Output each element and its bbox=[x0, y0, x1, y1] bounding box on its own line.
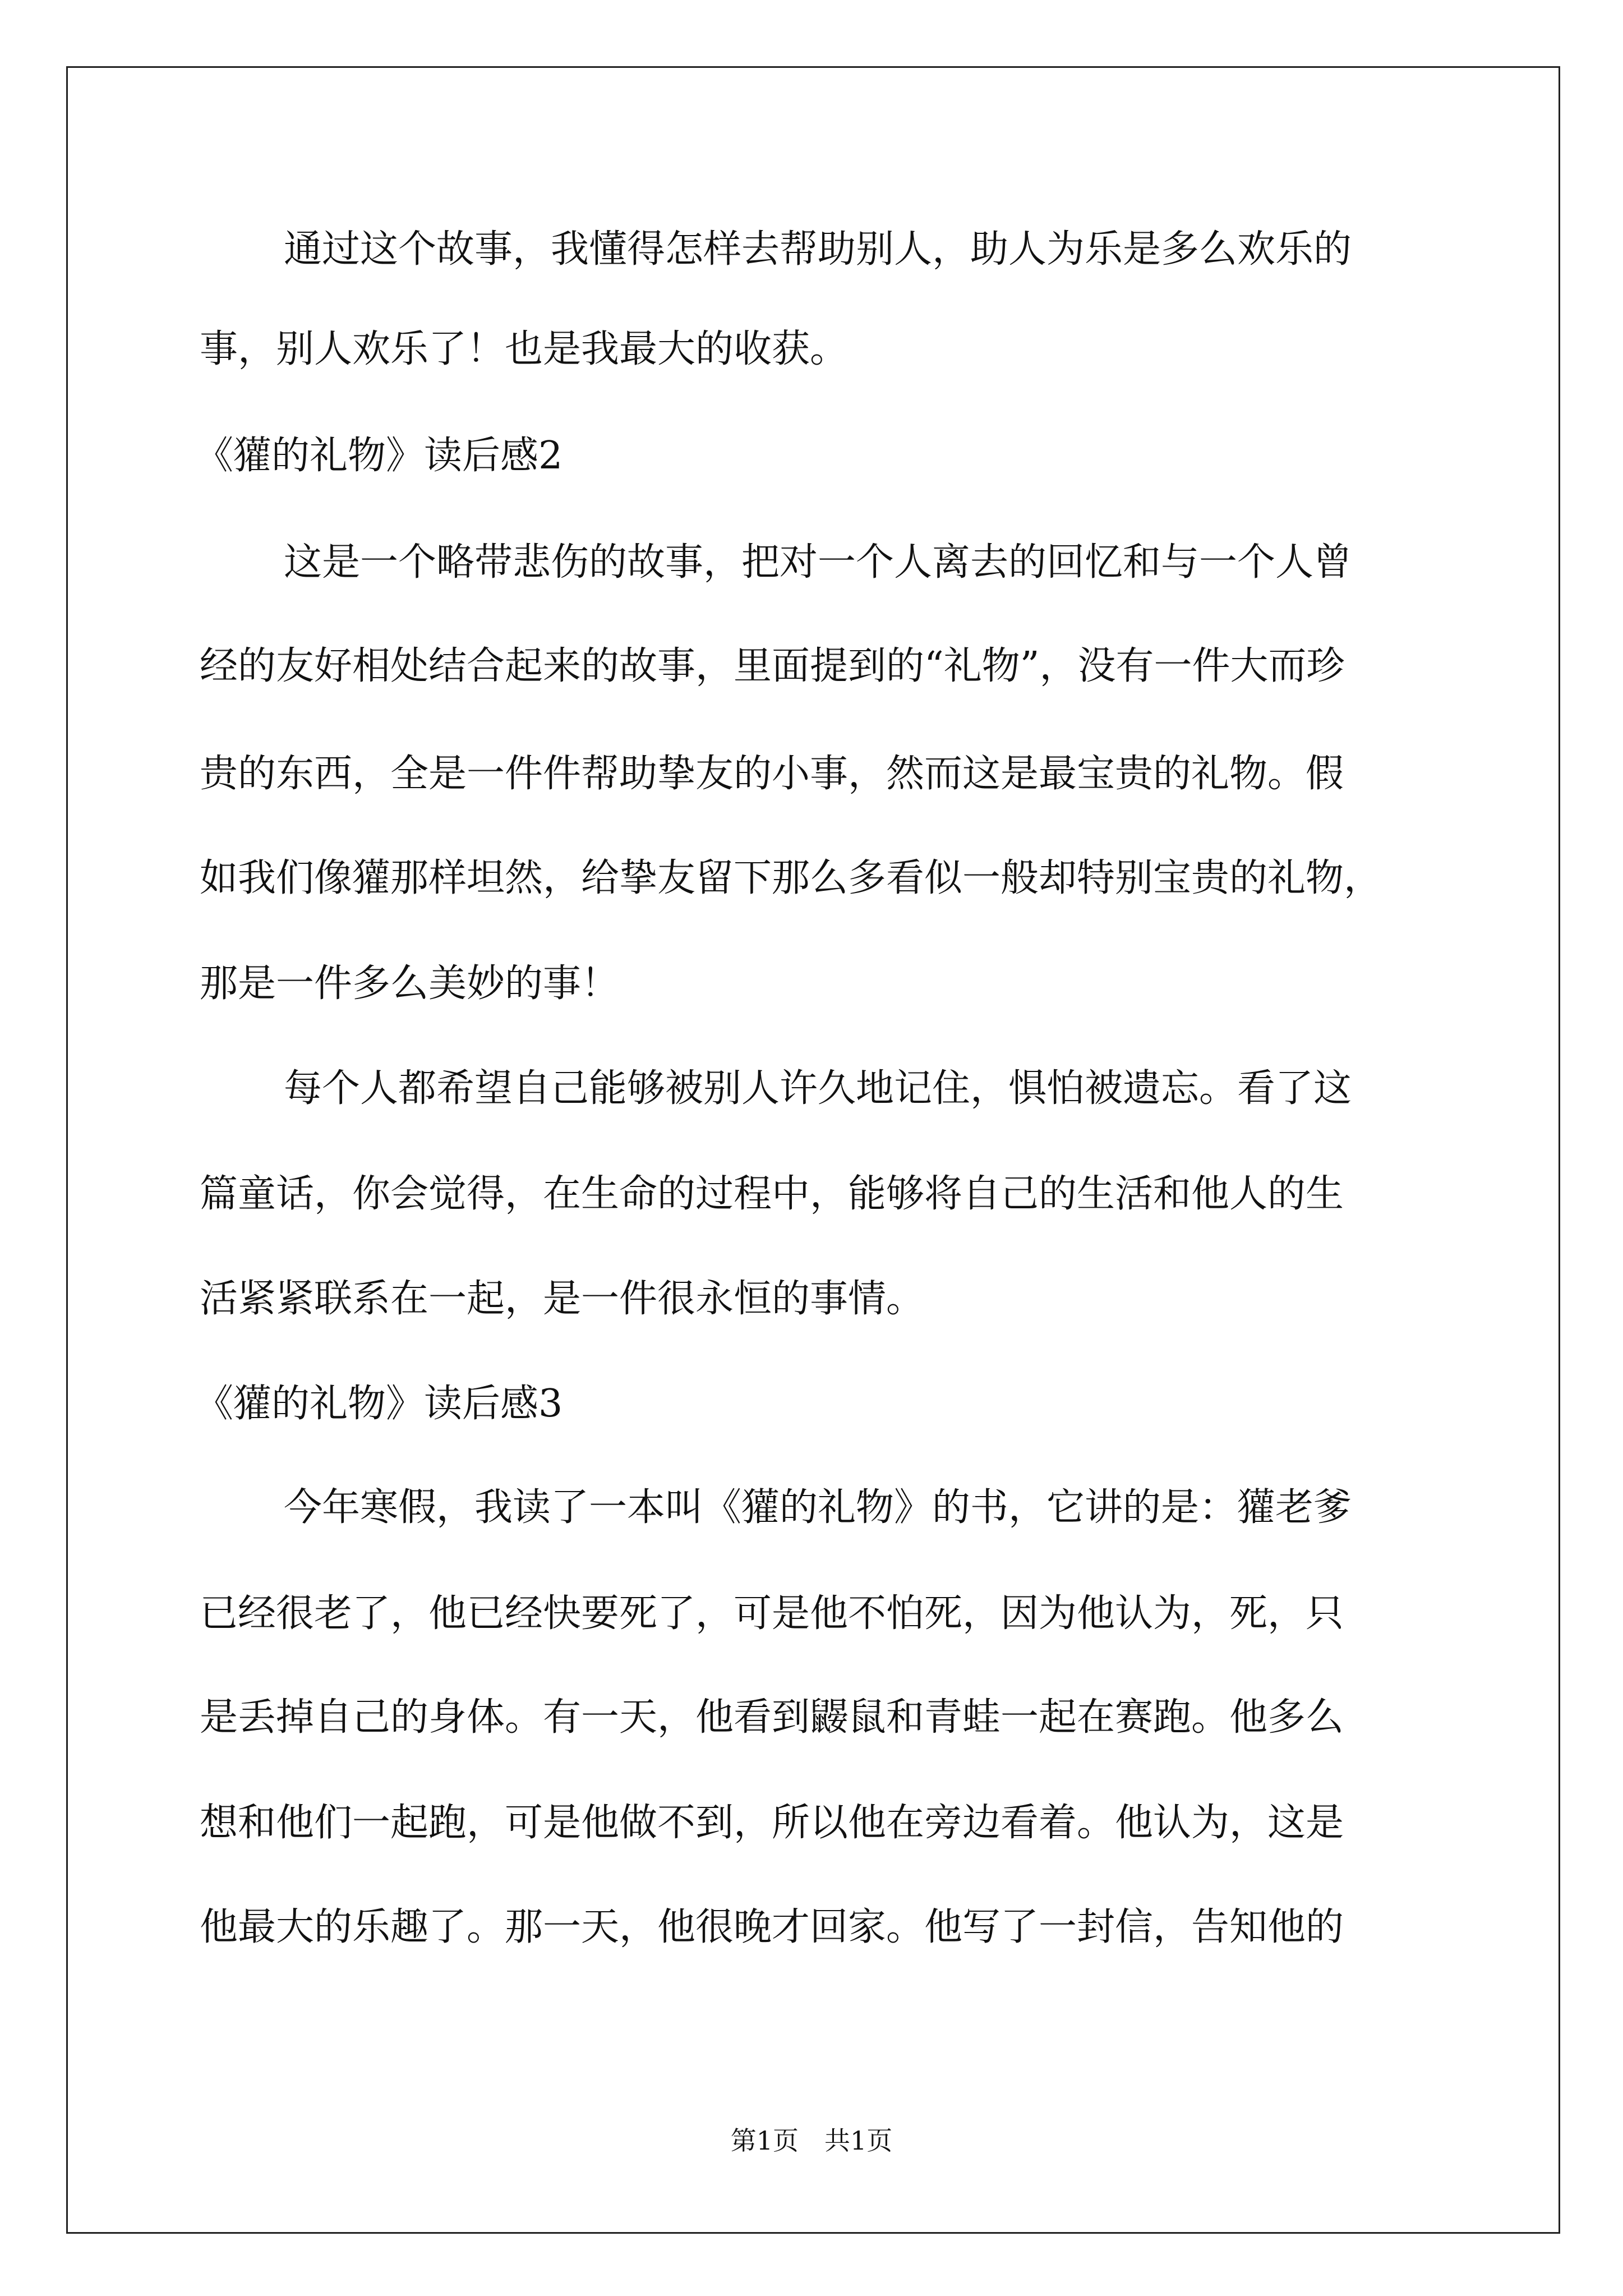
paragraph-line: 今年寒假，我读了一本叫《獾的礼物》的书，它讲的是：獾老爹 bbox=[284, 1485, 1352, 1530]
paragraph-line: 活紧紧联系在一起，是一件很永恒的事情。 bbox=[200, 1277, 925, 1321]
paragraph-line: 是丢掉自己的身体。有一天，他看到鼹鼠和青蛙一起在赛跑。他多么 bbox=[200, 1695, 1344, 1740]
paragraph-line: 已经很老了，他已经快要死了，可是他不怕死，因为他认为，死，只 bbox=[200, 1591, 1344, 1636]
paragraph-line: 这是一个略带悲伤的故事，把对一个人离去的回忆和与一个人曾 bbox=[284, 540, 1352, 585]
section-heading: 《獾的礼物》读后感2 bbox=[195, 434, 563, 478]
paragraph-line: 通过这个故事，我懂得怎样去帮助别人，助人为乐是多么欢乐的 bbox=[284, 227, 1352, 272]
paragraph-line: 贵的东西，全是一件件帮助挚友的小事，然而这是最宝贵的礼物。假 bbox=[200, 752, 1344, 796]
paragraph-line: 想和他们一起跑，可是他做不到，所以他在旁边看着。他认为，这是 bbox=[200, 1801, 1344, 1845]
paragraph-line: 经的友好相处结合起来的故事，里面提到的“礼物”，没有一件大而珍 bbox=[200, 644, 1345, 688]
paragraph-line: 事，别人欢乐了！也是我最大的收获。 bbox=[200, 327, 849, 371]
page-footer: 第1页 共1页 bbox=[730, 2125, 893, 2156]
paragraph-line: 他最大的乐趣了。那一天，他很晚才回家。他写了一封信，告知他的 bbox=[200, 1905, 1344, 1949]
paragraph-line: 篇童话，你会觉得，在生命的过程中，能够将自己的生活和他人的生 bbox=[200, 1172, 1344, 1216]
section-heading: 《獾的礼物》读后感3 bbox=[195, 1382, 563, 1426]
paragraph-line: 每个人都希望自己能够被别人许久地记住，惧怕被遗忘。看了这 bbox=[284, 1066, 1352, 1111]
paragraph-line: 如我们像獾那样坦然，给挚友留下那么多看似一般却特别宝贵的礼物， bbox=[200, 856, 1382, 900]
paragraph-line: 那是一件多么美妙的事！ bbox=[200, 961, 620, 1006]
